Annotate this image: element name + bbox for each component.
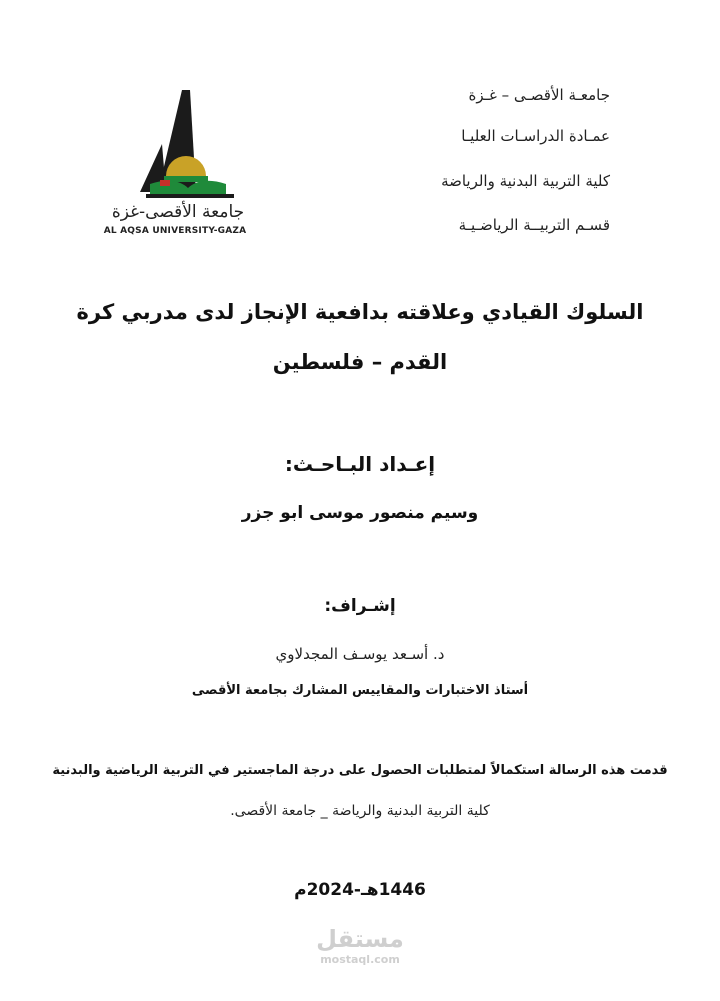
watermark-arabic: مستقل (316, 925, 404, 953)
header-university: جامعـة الأقصـى – غـزة (468, 86, 610, 104)
thesis-title-line1: السلوك القيادي وعلاقته بدافعية الإنجاز لدى مدربي كرة (76, 300, 644, 324)
submission-institution: كلية التربية البدنية والرياضة _ جامعة الأقصى. (230, 803, 490, 819)
researcher-name: وسيم منصور موسى ابو جزر (241, 503, 479, 523)
watermark (290, 925, 430, 967)
supervisor-name: د. أسـعد يوسـف المجدلاوي (275, 645, 445, 663)
header-deanship: عمـادة الدراسـات العليـا (461, 127, 610, 145)
thesis-date: 1446هـ-2024م (294, 880, 426, 900)
supervision-label: إشـراف: (324, 596, 396, 616)
logo-english-name: AL AQSA UNIVERSITY-GAZA (103, 226, 247, 236)
thesis-title-line2: القدم – فلسطين (272, 350, 448, 374)
header-faculty: كلية التربية البدنية والرياضة (441, 172, 610, 190)
header-department: قسـم التربيــة الرياضـيـة (458, 216, 610, 234)
logo-arabic-name: جامعة الأقصى-غزة (111, 202, 245, 222)
watermark-latin: mostaql.com (320, 953, 400, 966)
supervisor-position: أستاذ الاختبارات والمقاييس المشارك بجامعة الأقصى (191, 683, 529, 698)
submission-statement: قدمت هذه الرسالة استكمالاً لمتطلبات الحصول على درجة الماجستير في التربية الرياضية والبدنية (52, 763, 668, 778)
researcher-label: إعـداد البـاحـث: (284, 452, 436, 476)
